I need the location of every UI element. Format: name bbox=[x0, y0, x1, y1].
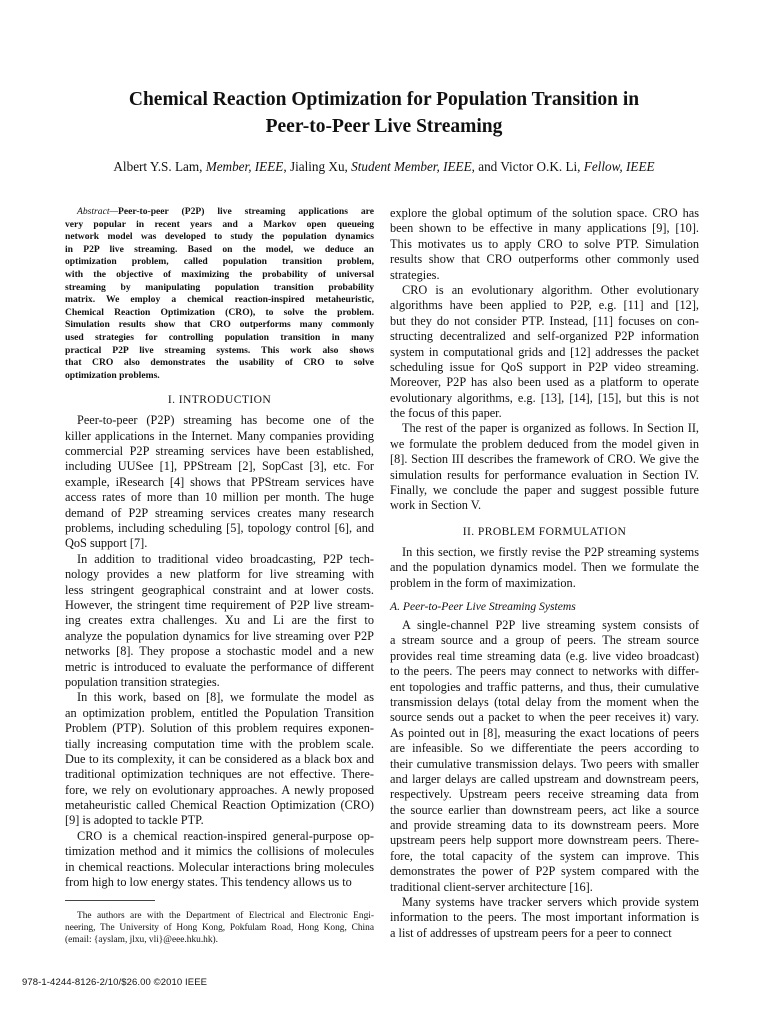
author-list bbox=[40, 158, 728, 176]
subsection-body bbox=[390, 618, 699, 941]
abstract-label: Abstract— bbox=[77, 206, 119, 217]
title-line: Chemical Reaction Optimization for Population Transition in bbox=[128, 89, 640, 110]
text-line: to the peers. The peers may connect to networks with differ- bbox=[390, 664, 699, 679]
section-heading-problem-formulation: II. PROBLEM FORMULATION bbox=[462, 524, 627, 538]
text-line: Many systems have tracker servers which provide system bbox=[402, 895, 699, 910]
text-line: information to the peers. The most important information is bbox=[390, 910, 699, 925]
text-line: respectively. Upstream peers receive streaming data from bbox=[390, 787, 699, 802]
text-line: metaheuristic called Chemical Reaction Optimization (CRO) bbox=[65, 798, 374, 813]
text-line: CRO is a chemical reaction-inspired general-purpose op- bbox=[77, 828, 374, 843]
author-role: Fellow, IEEE bbox=[583, 159, 655, 174]
abstract-line: with the objective of maximizing the probability of universal bbox=[65, 268, 374, 280]
text-line: from high to low energy states. This tendency allows us to bbox=[65, 875, 352, 890]
text-line: neering, The University of Hong Kong, Pokfulam Road, Hong Kong, China bbox=[65, 923, 374, 933]
text-line: In addition to traditional video broadcasting, P2P tech- bbox=[77, 551, 374, 566]
text-line: system in computational grids and [12] addresses the packet bbox=[390, 344, 699, 359]
text-line: scheduling issue for QoS support in P2P video streaming. bbox=[390, 359, 699, 374]
abstract-line: practical P2P live streaming systems. This work also shows bbox=[65, 344, 374, 356]
abstract-line: streaming by manipulating population transition probability bbox=[65, 281, 374, 293]
text-line: traditional client-server architecture [16]. bbox=[390, 879, 593, 894]
abstract bbox=[65, 206, 374, 382]
text-line: killer applications in the Internet. Many companies providing bbox=[65, 428, 374, 443]
left-column bbox=[65, 206, 374, 890]
text-line: Finally, we conclude the paper and suggest possible future bbox=[390, 483, 699, 498]
text-line: Peer-to-peer (P2P) streaming has become one of the bbox=[77, 413, 374, 428]
text-line: we formulate the problem deduced from the model given in bbox=[390, 436, 699, 451]
text-line: Moreover, P2P has also been used as a platform to operate bbox=[390, 375, 699, 390]
text-line: evolutionary algorithms, e.g. [13], [14], [15], but this is not bbox=[390, 390, 699, 405]
text-line: including UUSee [1], PPStream [2], SopCast [3], etc. For bbox=[65, 459, 374, 474]
abstract-line: used strategies for controlling population transition in many bbox=[65, 331, 374, 343]
text-line: the source earlier than downstream peers, act like a source bbox=[390, 802, 699, 817]
abstract-line: optimization problems. bbox=[65, 369, 160, 381]
text-line: source sends out a packet to when the peer receives it) vary. bbox=[390, 710, 699, 725]
text-line: the focus of this paper. bbox=[390, 406, 502, 421]
paragraph bbox=[390, 421, 699, 513]
text-line: problem in the form of maximization. bbox=[390, 575, 576, 590]
text-line: The rest of the paper is organized as follows. In Section II, bbox=[402, 421, 699, 436]
author-name: , and Victor O.K. Li, bbox=[471, 159, 584, 174]
text-line: [8]. Section III describes the framework of CRO. We give the bbox=[390, 452, 699, 467]
text-line: and larger delays are called upstream and downstream peers, bbox=[390, 771, 699, 786]
abstract-line: network model was developed to study the population dynamics bbox=[65, 231, 374, 243]
text-line: analyze the population dynamics for live streaming over P2P bbox=[65, 628, 374, 643]
text-line: upstream peers help support more downstream peers. There- bbox=[390, 833, 699, 848]
text-line: in chemical reactions. Molecular interactions bring molecules bbox=[65, 859, 374, 874]
text-line: demonstrates the power of P2P system compared with the bbox=[390, 864, 699, 879]
paragraph bbox=[65, 690, 374, 829]
paragraph bbox=[65, 552, 374, 691]
author-role: Member, IEEE bbox=[205, 159, 284, 174]
abstract-line: that CRO also demonstrates the usability of CRO to solve bbox=[65, 357, 374, 369]
text-line: As pointed out in [8], measuring the exact locations of peers bbox=[390, 725, 699, 740]
text-line: tially increasing computation time with the problem scale. bbox=[65, 736, 374, 751]
text-line: and provide streaming data to its downstream peers. More bbox=[390, 818, 699, 833]
footnote bbox=[65, 910, 374, 946]
author-name: , Jialing Xu, bbox=[283, 159, 352, 174]
text-line: This motivates us to apply CRO to solve PTP. Simulation bbox=[390, 236, 699, 251]
text-line: but they do not consider PTP. Instead, [11] focuses on con- bbox=[390, 313, 699, 328]
text-line: access rates of more than 10 million per month. The huge bbox=[65, 490, 374, 505]
text-line: less stringent geographical constraint and at lower costs. bbox=[65, 582, 374, 597]
text-line: In this section, we firstly revise the P2P streaming systems bbox=[402, 544, 699, 559]
text-line: timization method and it mimics the collisions of molecules bbox=[65, 844, 374, 859]
text-line: In this work, based on [8], we formulate the model as bbox=[77, 690, 374, 705]
text-line: traditional optimization techniques are not effective. There- bbox=[65, 767, 374, 782]
text-line: population transition strategies. bbox=[65, 674, 220, 689]
text-line: The authors are with the Department of Electrical and Electronic Engi- bbox=[77, 911, 374, 921]
text-line: transmission delays (total delay from the moment when the bbox=[390, 694, 699, 709]
abstract-line: very popular in recent years and a Markov open queueing bbox=[65, 218, 374, 230]
text-line: However, the stringent time requirement of P2P live stream- bbox=[65, 598, 374, 612]
text-line: a stream source and a group of peers. The stream source bbox=[390, 633, 699, 648]
text-line: example, iResearch [4] shows that PPStream services have bbox=[65, 474, 374, 489]
text-line: strategies. bbox=[390, 267, 440, 282]
problem-formulation-intro bbox=[390, 545, 699, 591]
abstract-line: matrix. We employ a chemical reaction-inspired metaheuristic, bbox=[65, 294, 374, 306]
text-line: fore, the total capacity of the system can improve. This bbox=[390, 848, 699, 863]
text-line: fore, we rely on evolutionary approaches. A newly proposed bbox=[65, 782, 374, 797]
text-line: an optimization problem, entitled the Population Transition bbox=[65, 705, 374, 720]
paragraph bbox=[390, 618, 699, 895]
text-line: [9] is adopted to tackle PTP. bbox=[65, 813, 204, 828]
paragraph bbox=[390, 206, 699, 283]
introduction-body bbox=[65, 413, 374, 890]
text-line: A single-channel P2P live streaming system consists of bbox=[402, 617, 699, 632]
text-line: networks [8]. They propose a stochastic model and a new bbox=[65, 644, 374, 659]
abstract-line bbox=[65, 206, 374, 219]
title-line: Peer-to-Peer Live Streaming bbox=[265, 116, 503, 137]
text-line: Due to its complexity, it can be considered as a black box and bbox=[65, 751, 374, 766]
paragraph bbox=[390, 895, 699, 941]
text-line: metric is introduced to evaluate the performance of different bbox=[65, 659, 374, 674]
text-line: their cumulative transmission delays. Two peers with smaller bbox=[390, 756, 699, 771]
section-heading-introduction: I. INTRODUCTION bbox=[167, 393, 272, 407]
abstract-line: Chemical Reaction Optimization (CRO), to solve the problem. bbox=[65, 306, 374, 318]
abstract-line: optimization problem, called population transition problem, bbox=[65, 256, 374, 268]
text-line: been shown to be effective in many applications [9], [10]. bbox=[390, 221, 699, 236]
text-line: nology provides a new platform for live streaming with bbox=[65, 567, 374, 582]
text-line: ent topologies and traffic patterns, and thus, their cumulative bbox=[390, 679, 699, 694]
paragraph bbox=[65, 413, 374, 552]
isbn-copyright: 978-1-4244-8126-2/10/$26.00 ©2010 IEEE bbox=[22, 977, 208, 988]
text-line: provides real time streaming data (e.g. live video broadcast) bbox=[390, 648, 699, 663]
author-name: Albert Y.S. Lam, bbox=[113, 159, 206, 174]
text-line: simulation results for performance evaluation in Section IV. bbox=[390, 467, 699, 482]
text-line: algorithms have been applied to P2P, e.g. [11] and [12], bbox=[390, 298, 699, 313]
text-line: ing creates extra challenges. Xu and Li are the first to bbox=[65, 613, 374, 628]
text-line: are infeasible. So we differentiate the peers according to bbox=[390, 741, 699, 756]
text-line: work in Section V. bbox=[390, 498, 482, 513]
abstract-line: Simulation results show that CRO outperforms many commonly bbox=[65, 319, 374, 331]
text-line: QoS support [7]. bbox=[65, 536, 148, 551]
subsection-heading: A. Peer-to-Peer Live Streaming Systems bbox=[390, 599, 576, 613]
introduction-continued bbox=[390, 206, 699, 514]
text-line: results show that CRO outperforms other commonly used bbox=[390, 252, 699, 267]
paragraph bbox=[65, 829, 374, 891]
text-line: a list of addresses of upstream peers for a peer to connect bbox=[390, 925, 672, 940]
text-line: (email: {ayslam, jlxu, vli}@eee.hku.hk). bbox=[65, 935, 219, 945]
paper-title bbox=[60, 86, 708, 140]
abstract-line: in P2P live streaming. Based on the model, we deduce an bbox=[65, 243, 374, 255]
text-line: and the population dynamics model. Then we formulate the bbox=[390, 560, 699, 575]
abstract-text: Peer-to-peer (P2P) live streaming applications are bbox=[118, 206, 374, 217]
paragraph bbox=[390, 283, 699, 422]
text-line: structing decentralized and self-organized P2P information bbox=[390, 329, 699, 344]
text-line: Problem (PTP). Solution of this problem requires exponen- bbox=[65, 721, 374, 736]
text-line: CRO is an evolutionary algorithm. Other evolutionary bbox=[402, 282, 699, 297]
footnote-divider bbox=[65, 900, 155, 901]
author-role: Student Member, IEEE bbox=[351, 159, 472, 174]
right-column bbox=[390, 206, 699, 941]
text-line: explore the global optimum of the solution space. CRO has bbox=[390, 206, 699, 220]
text-line: commercial P2P streaming services have been established, bbox=[65, 444, 374, 459]
text-line: problems, including scheduling [5], topology control [6], and bbox=[65, 521, 374, 536]
text-line: demand of P2P streaming services creates many research bbox=[65, 505, 374, 520]
